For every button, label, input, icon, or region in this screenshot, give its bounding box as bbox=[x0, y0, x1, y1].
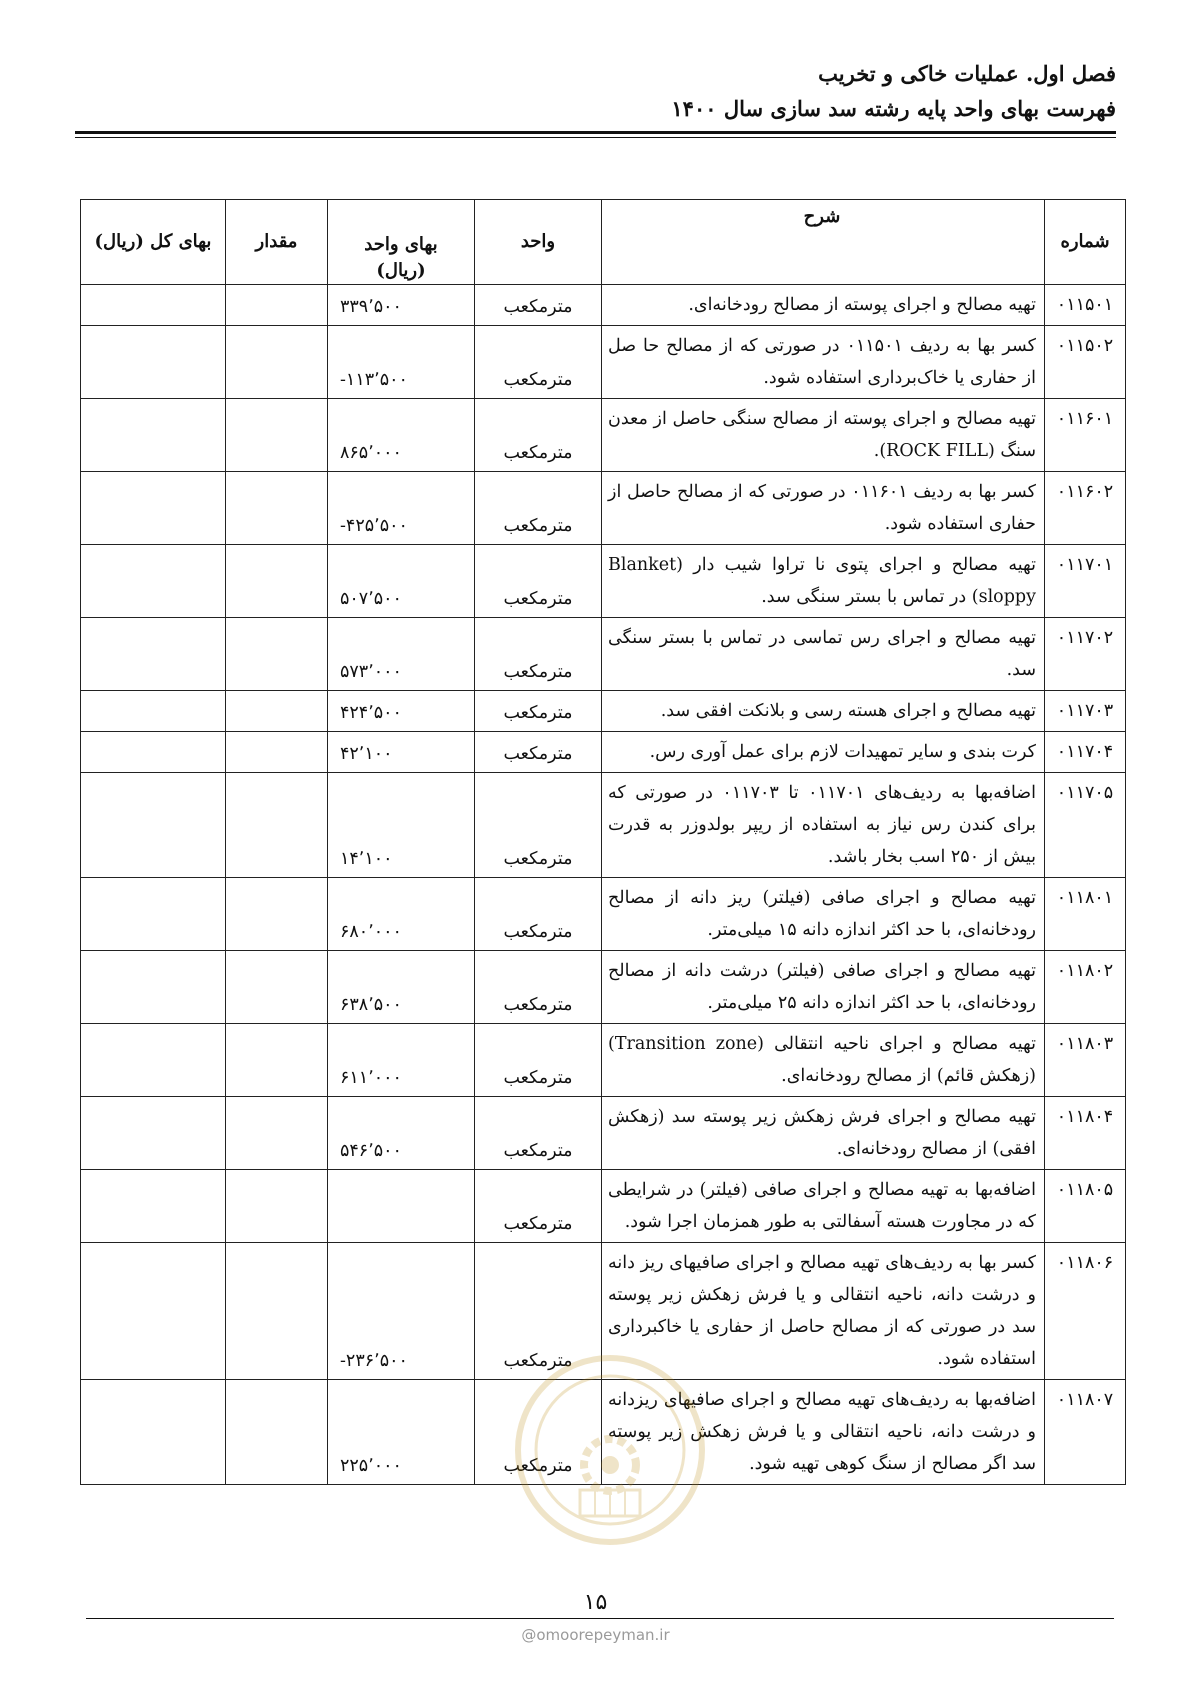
row-code: ۰۱۱۷۰۴ bbox=[1045, 732, 1126, 773]
row-unit-price: -۴۲۵٬۵۰۰ bbox=[328, 472, 475, 545]
row-quantity bbox=[226, 732, 328, 773]
row-code: ۰۱۱۷۰۱ bbox=[1045, 545, 1126, 618]
row-description: تهیه مصالح و اجرای ناحیه انتقالی (Transition zone) (زهکش قائم) از مصالح رودخانه‌ای. bbox=[602, 1024, 1045, 1097]
row-code: ۰۱۱۷۰۲ bbox=[1045, 618, 1126, 691]
row-code: ۰۱۱۸۰۳ bbox=[1045, 1024, 1126, 1097]
row-total-price bbox=[81, 472, 226, 545]
table-row bbox=[81, 691, 1126, 732]
row-quantity bbox=[226, 1097, 328, 1170]
row-code: ۰۱۱۵۰۲ bbox=[1045, 326, 1126, 399]
row-description: تهیه مصالح و اجرای صافی (فیلتر) ریز دانه از مصالح رودخانه‌ای، با حد اکثر اندازه دانه ۱۵ میلی‌متر. bbox=[602, 878, 1045, 951]
row-description: تهیه مصالح و اجرای هسته رسی و بلانکت افقی سد. bbox=[602, 691, 1045, 732]
row-unit-price: ۶۸۰٬۰۰۰ bbox=[328, 878, 475, 951]
row-total-price bbox=[81, 1380, 226, 1485]
page-header bbox=[76, 58, 1116, 126]
row-unit-price: ۸۶۵٬۰۰۰ bbox=[328, 399, 475, 472]
row-unit-price: ۵۴۶٬۵۰۰ bbox=[328, 1097, 475, 1170]
row-unit: مترمکعب bbox=[475, 472, 602, 545]
row-quantity bbox=[226, 285, 328, 326]
table-row bbox=[81, 326, 1126, 399]
row-description: کسر بها به ردیف ۰۱۱۶۰۱ در صورتی که از مصالح حاصل از حفاری استفاده شود. bbox=[602, 472, 1045, 545]
row-unit: مترمکعب bbox=[475, 691, 602, 732]
row-quantity bbox=[226, 1170, 328, 1243]
row-code: ۰۱۱۸۰۶ bbox=[1045, 1243, 1126, 1380]
row-unit: مترمکعب bbox=[475, 1380, 602, 1485]
row-unit: مترمکعب bbox=[475, 285, 602, 326]
row-unit: مترمکعب bbox=[475, 618, 602, 691]
row-unit: مترمکعب bbox=[475, 326, 602, 399]
row-quantity bbox=[226, 472, 328, 545]
header-rule-thin bbox=[75, 137, 1116, 138]
row-unit: مترمکعب bbox=[475, 1024, 602, 1097]
row-unit: مترمکعب bbox=[475, 1097, 602, 1170]
row-code: ۰۱۱۸۰۱ bbox=[1045, 878, 1126, 951]
row-description: کرت بندی و سایر تمهیدات لازم برای عمل آوری رس. bbox=[602, 732, 1045, 773]
row-description: اضافه‌بها به تهیه مصالح و اجرای صافی (فیلتر) در شرایطی که در مجاورت هسته آسفالتی به طور همزمان اجرا شود. bbox=[602, 1170, 1045, 1243]
row-quantity bbox=[226, 399, 328, 472]
row-code: ۰۱۱۶۰۱ bbox=[1045, 399, 1126, 472]
price-list-table bbox=[80, 199, 1126, 1485]
header-quantity: مقدار bbox=[226, 200, 328, 285]
header-unit-price bbox=[328, 200, 475, 285]
row-unit-price: ۶۱۱٬۰۰۰ bbox=[328, 1024, 475, 1097]
row-quantity bbox=[226, 878, 328, 951]
table-row bbox=[81, 773, 1126, 878]
row-total-price bbox=[81, 878, 226, 951]
row-unit-price: ۵۷۳٬۰۰۰ bbox=[328, 618, 475, 691]
row-unit: مترمکعب bbox=[475, 1243, 602, 1380]
row-total-price bbox=[81, 691, 226, 732]
header-unit-price-label: بهای واحد bbox=[364, 234, 438, 255]
row-description: تهیه مصالح و اجرای پوسته از مصالح رودخانه‌ای. bbox=[602, 285, 1045, 326]
row-unit-price: ۵۰۷٬۵۰۰ bbox=[328, 545, 475, 618]
page-number: ۱۵ bbox=[583, 1590, 608, 1615]
row-description: تهیه مصالح و اجرای پوسته از مصالح سنگی حاصل از معدن سنگ (ROCK FILL). bbox=[602, 399, 1045, 472]
table-row bbox=[81, 545, 1126, 618]
row-unit-price: ۴۲۴٬۵۰۰ bbox=[328, 691, 475, 732]
row-code: ۰۱۱۸۰۴ bbox=[1045, 1097, 1126, 1170]
header-unit-price-currency: (ریال) bbox=[376, 260, 426, 281]
row-description: اضافه‌بها به ردیف‌های ۰۱۱۷۰۱ تا ۰۱۱۷۰۳ در صورتی که برای کندن رس نیاز به استفاده از ریپر بولدوزر به قدرت بیش از ۲۵۰ اسب بخار باشد. bbox=[602, 773, 1045, 878]
row-total-price bbox=[81, 951, 226, 1024]
header-code: شماره bbox=[1045, 200, 1126, 285]
row-total-price bbox=[81, 1097, 226, 1170]
row-total-price bbox=[81, 545, 226, 618]
row-description: اضافه‌بها به ردیف‌های تهیه مصالح و اجرای صافیهای ریزدانه و درشت دانه، ناحیه انتقالی و یا فرش زهکش زیر پوسته سد اگر مصالح از سنگ کوهی تهیه شود. bbox=[602, 1380, 1045, 1485]
table-row bbox=[81, 1024, 1126, 1097]
row-quantity bbox=[226, 773, 328, 878]
row-unit: مترمکعب bbox=[475, 1170, 602, 1243]
row-unit-price: -۱۱۳٬۵۰۰ bbox=[328, 326, 475, 399]
row-description: کسر بها به ردیف ۰۱۱۵۰۱ در صورتی که از مصالح حا صل از حفاری یا خاک‌برداری استفاده شود. bbox=[602, 326, 1045, 399]
document-title: فهرست بهای واحد پایه رشته سد سازی سال ۱۴۰۰ bbox=[671, 96, 1116, 121]
row-unit-price: ۱۴٬۱۰۰ bbox=[328, 773, 475, 878]
table-row bbox=[81, 618, 1126, 691]
header-rule-thick bbox=[75, 131, 1116, 134]
row-code: ۰۱۱۷۰۳ bbox=[1045, 691, 1126, 732]
row-unit-price bbox=[328, 1170, 475, 1243]
chapter-title: فصل اول. عملیات خاکی و تخریب bbox=[818, 61, 1116, 86]
seal-watermark-icon bbox=[510, 1350, 710, 1550]
row-unit: مترمکعب bbox=[475, 773, 602, 878]
row-total-price bbox=[81, 1243, 226, 1380]
row-quantity bbox=[226, 1243, 328, 1380]
table-row bbox=[81, 878, 1126, 951]
footer-rule bbox=[86, 1618, 1114, 1619]
row-unit-price: ۲۲۵٬۰۰۰ bbox=[328, 1380, 475, 1485]
row-unit-price: ۳۳۹٬۵۰۰ bbox=[328, 285, 475, 326]
row-unit: مترمکعب bbox=[475, 732, 602, 773]
row-code: ۰۱۱۷۰۵ bbox=[1045, 773, 1126, 878]
row-quantity bbox=[226, 1380, 328, 1485]
table-row bbox=[81, 732, 1126, 773]
row-description: تهیه مصالح و اجرای رس تماسی در تماس با بستر سنگی سد. bbox=[602, 618, 1045, 691]
row-description: تهیه مصالح و اجرای صافی (فیلتر) درشت دانه از مصالح رودخانه‌ای، با حد اکثر اندازه دانه ۲۵ میلی‌متر. bbox=[602, 951, 1045, 1024]
row-description: تهیه مصالح و اجرای پتوی نا تراوا شیب دار (Blanket sloppy) در تماس با بستر سنگی سد. bbox=[602, 545, 1045, 618]
row-code: ۰۱۱۶۰۲ bbox=[1045, 472, 1126, 545]
row-quantity bbox=[226, 691, 328, 732]
row-code: ۰۱۱۸۰۵ bbox=[1045, 1170, 1126, 1243]
row-unit: مترمکعب bbox=[475, 878, 602, 951]
row-quantity bbox=[226, 545, 328, 618]
table-row bbox=[81, 285, 1126, 326]
row-unit: مترمکعب bbox=[475, 951, 602, 1024]
header-unit: واحد bbox=[475, 200, 602, 285]
row-code: ۰۱۱۵۰۱ bbox=[1045, 285, 1126, 326]
row-unit: مترمکعب bbox=[475, 545, 602, 618]
row-quantity bbox=[226, 326, 328, 399]
header-description: شرح bbox=[602, 200, 1045, 285]
row-total-price bbox=[81, 732, 226, 773]
table-row bbox=[81, 472, 1126, 545]
row-total-price bbox=[81, 285, 226, 326]
row-unit-price: ۶۳۸٬۵۰۰ bbox=[328, 951, 475, 1024]
row-code: ۰۱۱۸۰۲ bbox=[1045, 951, 1126, 1024]
row-code: ۰۱۱۸۰۷ bbox=[1045, 1380, 1126, 1485]
row-total-price bbox=[81, 618, 226, 691]
row-unit-price: -۲۳۶٬۵۰۰ bbox=[328, 1243, 475, 1380]
row-unit-price: ۴۲٬۱۰۰ bbox=[328, 732, 475, 773]
table-row bbox=[81, 1170, 1126, 1243]
row-total-price bbox=[81, 773, 226, 878]
table-row bbox=[81, 1097, 1126, 1170]
site-watermark: @omoorepeyman.ir bbox=[521, 1626, 670, 1644]
row-quantity bbox=[226, 951, 328, 1024]
row-total-price bbox=[81, 1170, 226, 1243]
row-total-price bbox=[81, 326, 226, 399]
table-row bbox=[81, 399, 1126, 472]
table-header-row bbox=[81, 200, 1126, 285]
row-description: تهیه مصالح و اجرای فرش زهکش زیر پوسته سد (زهکش افقی) از مصالح رودخانه‌ای. bbox=[602, 1097, 1045, 1170]
row-total-price bbox=[81, 399, 226, 472]
table-row bbox=[81, 951, 1126, 1024]
row-quantity bbox=[226, 618, 328, 691]
header-total-price: بهای کل (ریال) bbox=[81, 200, 226, 285]
row-quantity bbox=[226, 1024, 328, 1097]
row-description: کسر بها به ردیف‌های تهیه مصالح و اجرای صافیهای ریز دانه و درشت دانه، ناحیه انتقالی و یا فرش زهکش زیر پوسته سد در صورتی که از مصالح حاصل از حفاری یا خاکبرداری استفاده شود. bbox=[602, 1243, 1045, 1380]
row-total-price bbox=[81, 1024, 226, 1097]
row-unit: مترمکعب bbox=[475, 399, 602, 472]
